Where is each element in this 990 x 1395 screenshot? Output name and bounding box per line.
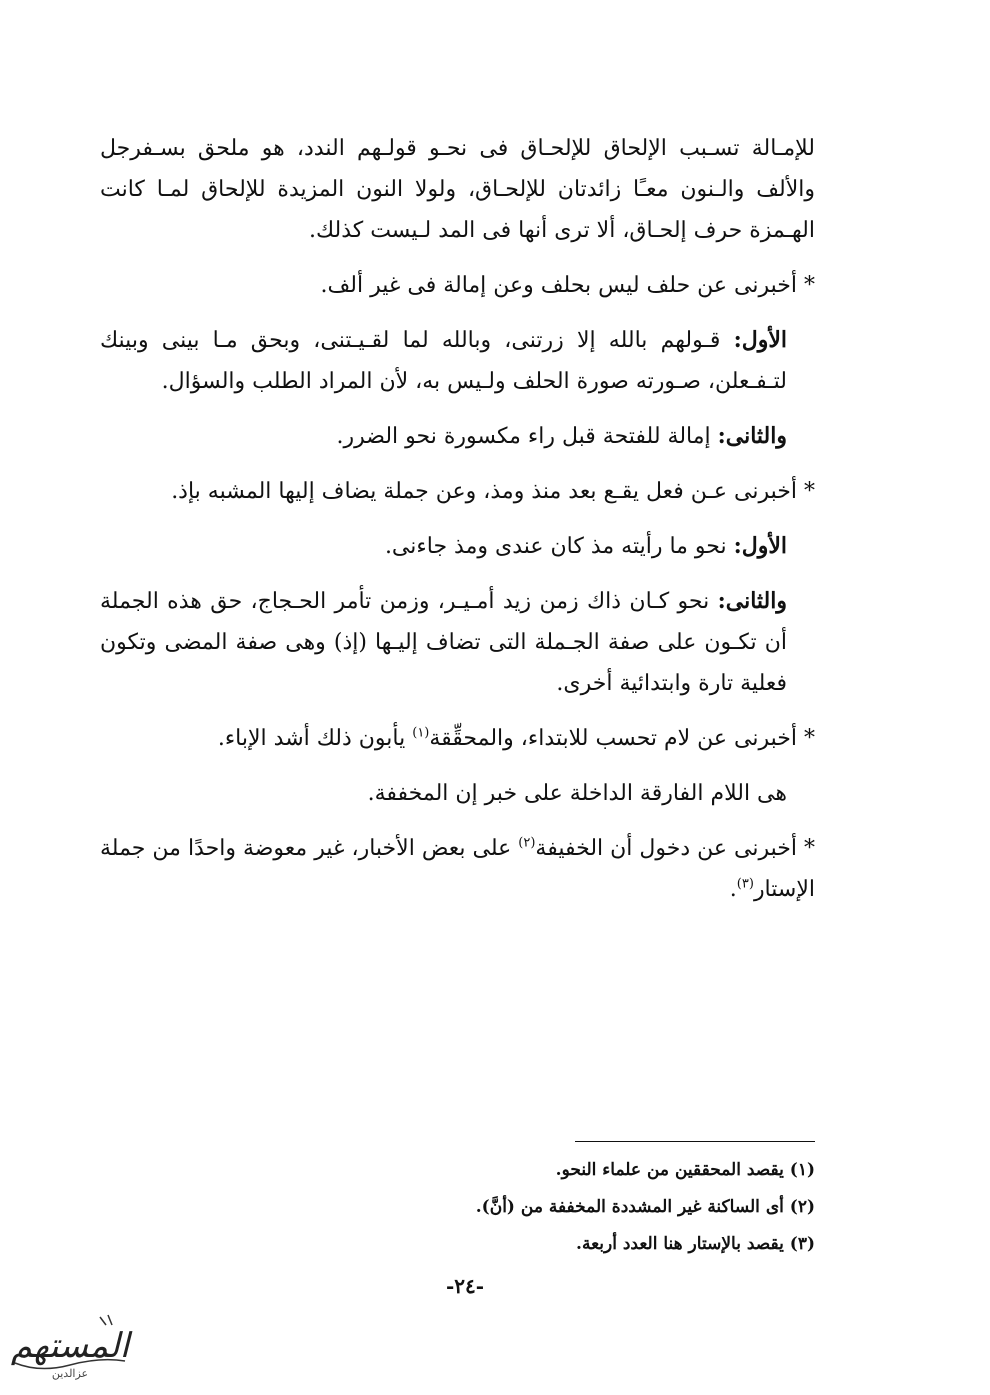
footnote-2: (٢) أى الساكنة غير المشددة المخففة من (أنَّ). — [475, 1197, 815, 1217]
footnote-ref-2: (٢) — [518, 835, 536, 851]
footnote-divider — [575, 1141, 815, 1142]
question-3 — [100, 718, 815, 759]
answer-1-first — [100, 320, 815, 402]
question-2: * أخبرنى عـن فعل يقـع بعد منذ ومذ، وعن جملة يضاف إليها المشبه بإذ. — [171, 479, 815, 504]
answer-label-first: الأول: — [733, 327, 787, 353]
footnote-ref-3: (٣) — [736, 876, 754, 892]
question-text: * أخبرنى عن دخول أن الخفيفة — [535, 836, 816, 861]
footnote-1: (١) يقصد المحققين من علماء النحو. — [555, 1160, 815, 1180]
answer-text: نحو كـان ذاك زمن زيد أمـيـر، وزمن تأمر الحـجاج، حق هذه الجملة أن تكـون على صفة الجـملة التى تضاف إليـها (إذ) وهى صفة المضى وتكون فعلية تارة وابتدائية أخرى. — [100, 589, 787, 696]
question-1: * أخبرنى عن حلف ليس بحلف وعن إمالة فى غير ألف. — [320, 273, 815, 298]
answer-2-first — [100, 526, 815, 567]
paragraph-intro: للإمـالة تسـبب الإلحاق للإلحـاق فى نحـو قولـهم الندد، هو ملحق بسـفرجل والألف والـنون معـًا زائدتان للإلحـاق، ولولا النون المزيدة للإلحاق لمـا كانت الهـمزة حرف إلحـاق، ألا ترى أنها فى المد لـيست كذلك. — [100, 136, 816, 243]
answer-3: هى اللام الفارقة الداخلة على خبر إن المخففة. — [367, 781, 787, 806]
logo-sub-text: عزالدين — [51, 1367, 89, 1380]
footnote-3: (٣) يقصد بالإستار هنا العدد أربعة. — [576, 1234, 815, 1254]
question-text: يأبون ذلك أشد الإباء. — [217, 726, 413, 751]
answer-1-second — [100, 416, 815, 457]
footnote-ref-1: (١) — [412, 725, 430, 741]
answer-label-second: والثانى: — [717, 588, 787, 614]
question-4 — [100, 828, 815, 910]
page-number: -٢٤- — [445, 1274, 485, 1298]
answer-label-first: الأول: — [733, 533, 787, 559]
question-text: * أخبرنى عن لام تحسب للابتداء، والمحقِّقة — [429, 726, 815, 751]
question-text: على بعض الأخبار، غير معوضة واحدًا من جملة الإستار — [100, 836, 815, 902]
page-body — [100, 128, 815, 924]
calligraphy-logo — [0, 1305, 140, 1390]
footnotes — [300, 1152, 815, 1263]
answer-text: قـولهم بالله إلا زرتنى، وبالله لما لقـيـتنى، وبحق مـا بينى وبينك لتـفـعلن، صـورته صورة الحلف ولـيس به، لأن المراد الطلب والسؤال. — [100, 328, 787, 394]
answer-2-second — [100, 581, 815, 704]
answer-label-second: والثانى: — [717, 423, 787, 449]
answer-text: إمالة للفتحة قبل راء مكسورة نحو الضرر. — [336, 424, 718, 449]
question-text: . — [729, 877, 737, 902]
logo-main-text: المستهم — [10, 1326, 130, 1366]
answer-text: نحو ما رأيته مذ كان عندى ومذ جاءنى. — [384, 534, 734, 559]
